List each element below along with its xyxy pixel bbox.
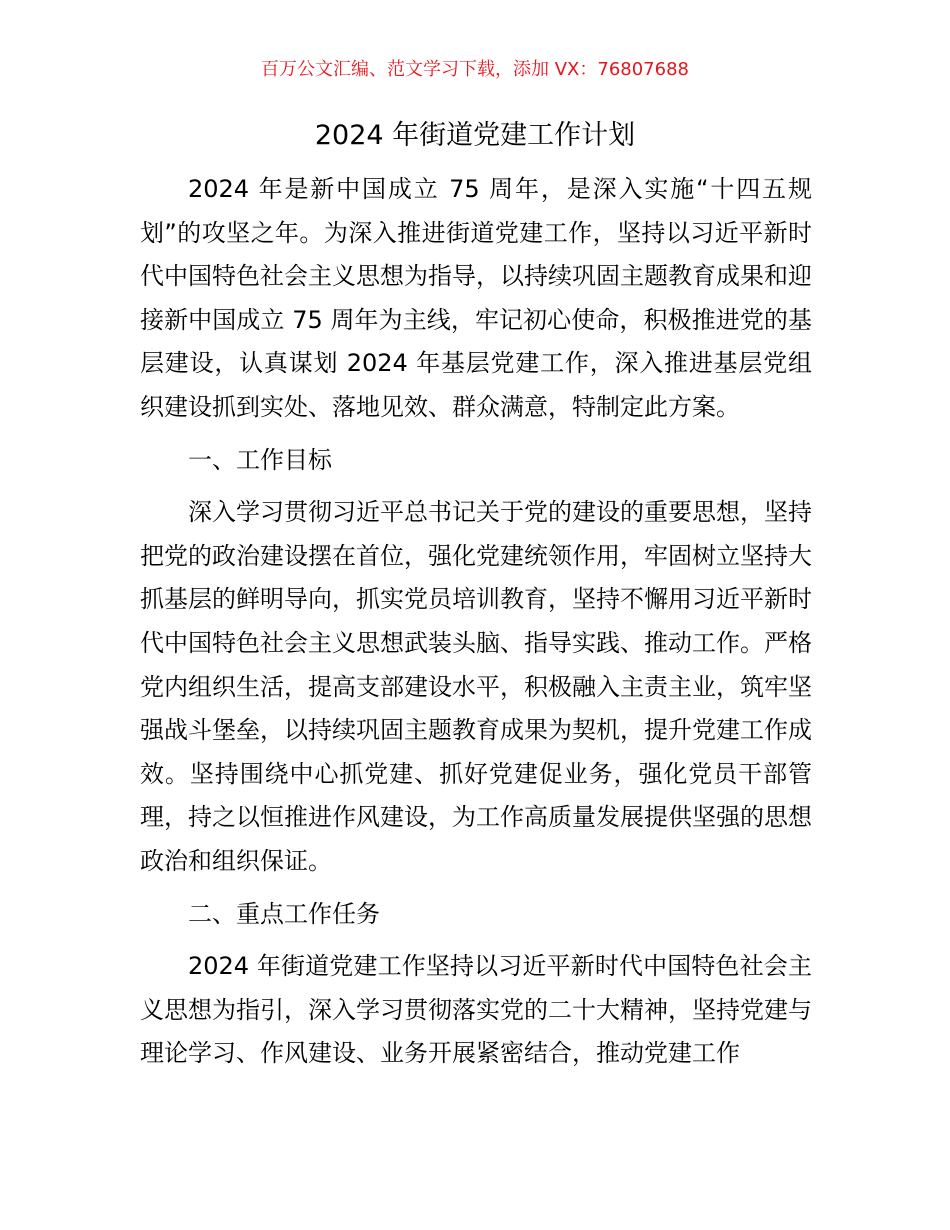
document-body <box>140 168 812 1076</box>
tasks-paragraph: 2024 年街道党建工作坚持以习近平新时代中国特色社会主义思想为指引，深入学习贯彻落实党的二十大精神，坚持党建与理论学习、作风建设、业务开展紧密结合，推动党建工作 <box>140 952 812 1068</box>
section-heading-goals: 一、工作目标 <box>188 445 332 474</box>
intro-paragraph: 2024 年是新中国成立 75 周年，是深入实施“十四五规划”的攻坚之年。为深入推进街道党建工作，坚持以习近平新时代中国特色社会主义思想为指导，以持续巩固主题教育成果和迎接新中国成立 75 周年为主线，牢记初心使命，积极推进党的基层建设，认真谋划 2024 年基层党建工作，深入推进基层党组织建设抓到实处、落地见效、群众满意，特制定此方案。 <box>140 175 812 421</box>
watermark-banner: 百万公文汇编、范文学习下载，添加 VX：76807688 <box>261 59 689 80</box>
document-title: 2024 年街道党建工作计划 <box>314 120 636 151</box>
goals-paragraph: 深入学习贯彻习近平总书记关于党的建设的重要思想，坚持把党的政治建设摆在首位，强化党建统领作用，牢固树立坚持大抓基层的鲜明导向，抓实党员培训教育，坚持不懈用习近平新时代中国特色社会主义思想武装头脑、指导实践、推动工作。严格党内组织生活，提高支部建设水平，积极融入主责主业，筑牢坚强战斗堡垒，以持续巩固主题教育成果为契机，提升党建工作成效。坚持围绕中心抓党建、抓好党建促业务，强化党员干部管理，持之以恒推进作风建设，为工作高质量发展提供坚强的思想政治和组织保证。 <box>140 498 812 875</box>
section-heading-tasks: 二、重点工作任务 <box>188 899 380 928</box>
